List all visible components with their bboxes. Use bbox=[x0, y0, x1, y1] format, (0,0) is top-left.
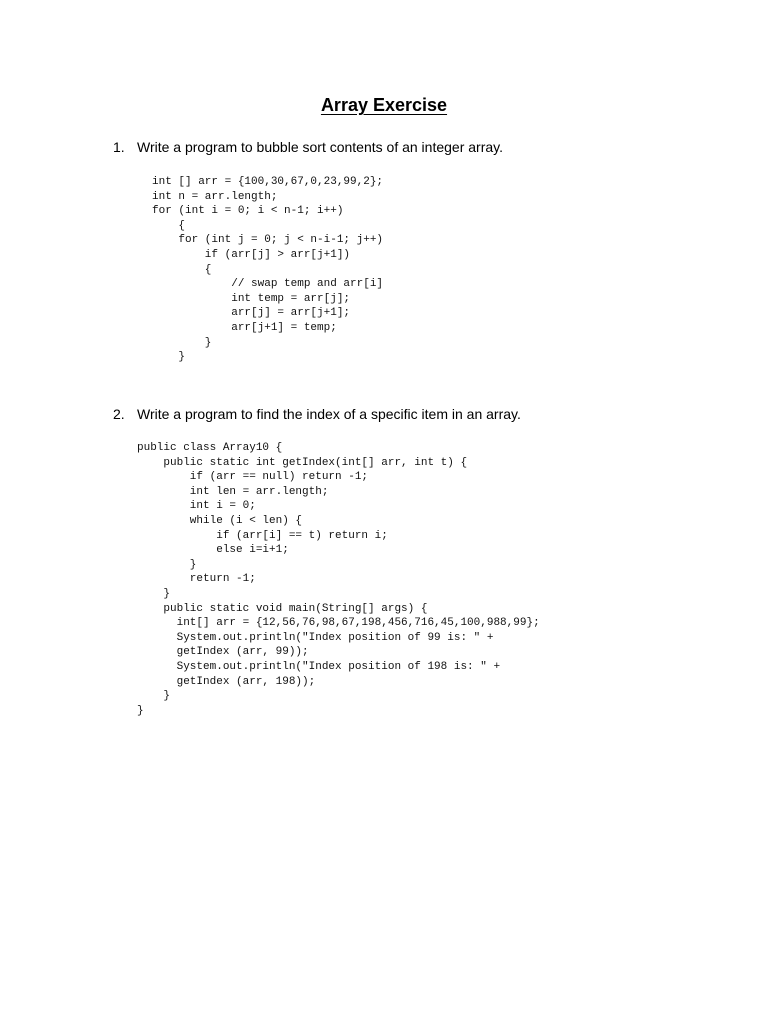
code-line: if (arr == null) return -1; bbox=[137, 471, 369, 484]
code-line: arr[j+1] = temp; bbox=[152, 321, 337, 334]
code-line: } bbox=[152, 351, 186, 364]
code-line: public class Array10 { bbox=[137, 442, 283, 454]
code-line: return -1; bbox=[137, 573, 256, 586]
code-line: } bbox=[137, 704, 144, 717]
code-line: } bbox=[137, 558, 197, 571]
code-block-bubble-sort bbox=[152, 175, 383, 365]
code-line: int temp = arr[j]; bbox=[152, 292, 351, 305]
code-line: while (i < len) { bbox=[137, 514, 303, 527]
code-line: for (int j = 0; j < n-i-1; j++) bbox=[152, 234, 384, 247]
code-line: int i = 0; bbox=[137, 500, 256, 513]
question-1 bbox=[113, 139, 503, 155]
question-number: 1. bbox=[113, 139, 125, 155]
code-line: public static void main(String[] args) { bbox=[137, 602, 428, 615]
code-line: int len = arr.length; bbox=[137, 485, 329, 498]
code-line: int n = arr.length; bbox=[152, 190, 278, 203]
code-line: } bbox=[137, 690, 171, 703]
page-title: Array Exercise bbox=[320, 95, 448, 115]
code-line: System.out.println("Index position of 99 is: " + bbox=[137, 631, 494, 644]
code-line: if (arr[j] > arr[j+1]) bbox=[152, 248, 351, 261]
code-line: arr[j] = arr[j+1]; bbox=[152, 307, 351, 320]
code-line: } bbox=[137, 587, 171, 600]
code-line: { bbox=[152, 263, 212, 276]
code-line: System.out.println("Index position of 198 is: " + bbox=[137, 660, 501, 673]
question-text: Write a program to bubble sort contents of an integer array. bbox=[137, 139, 504, 155]
code-line: getIndex (arr, 198)); bbox=[137, 675, 316, 688]
code-line: // swap temp and arr[i] bbox=[152, 278, 384, 291]
code-line: public static int getIndex(int[] arr, int t) { bbox=[137, 456, 468, 469]
code-line: if (arr[i] == t) return i; bbox=[137, 529, 388, 542]
code-line: else i=i+1; bbox=[137, 544, 289, 557]
code-line: } bbox=[152, 336, 212, 349]
code-line: getIndex (arr, 99)); bbox=[137, 646, 309, 659]
question-text: Write a program to find the index of a specific item in an array. bbox=[137, 406, 521, 422]
code-line: int[] arr = {12,56,76,98,67,198,456,716,45,100,988,99}; bbox=[137, 617, 540, 630]
question-number: 2. bbox=[113, 406, 125, 422]
code-line: { bbox=[152, 219, 186, 232]
code-block-find-index bbox=[137, 441, 540, 718]
question-2 bbox=[113, 406, 521, 422]
code-line: int [] arr = {100,30,67,0,23,99,2}; bbox=[152, 176, 384, 188]
code-line: for (int i = 0; i < n-1; i++) bbox=[152, 205, 344, 218]
